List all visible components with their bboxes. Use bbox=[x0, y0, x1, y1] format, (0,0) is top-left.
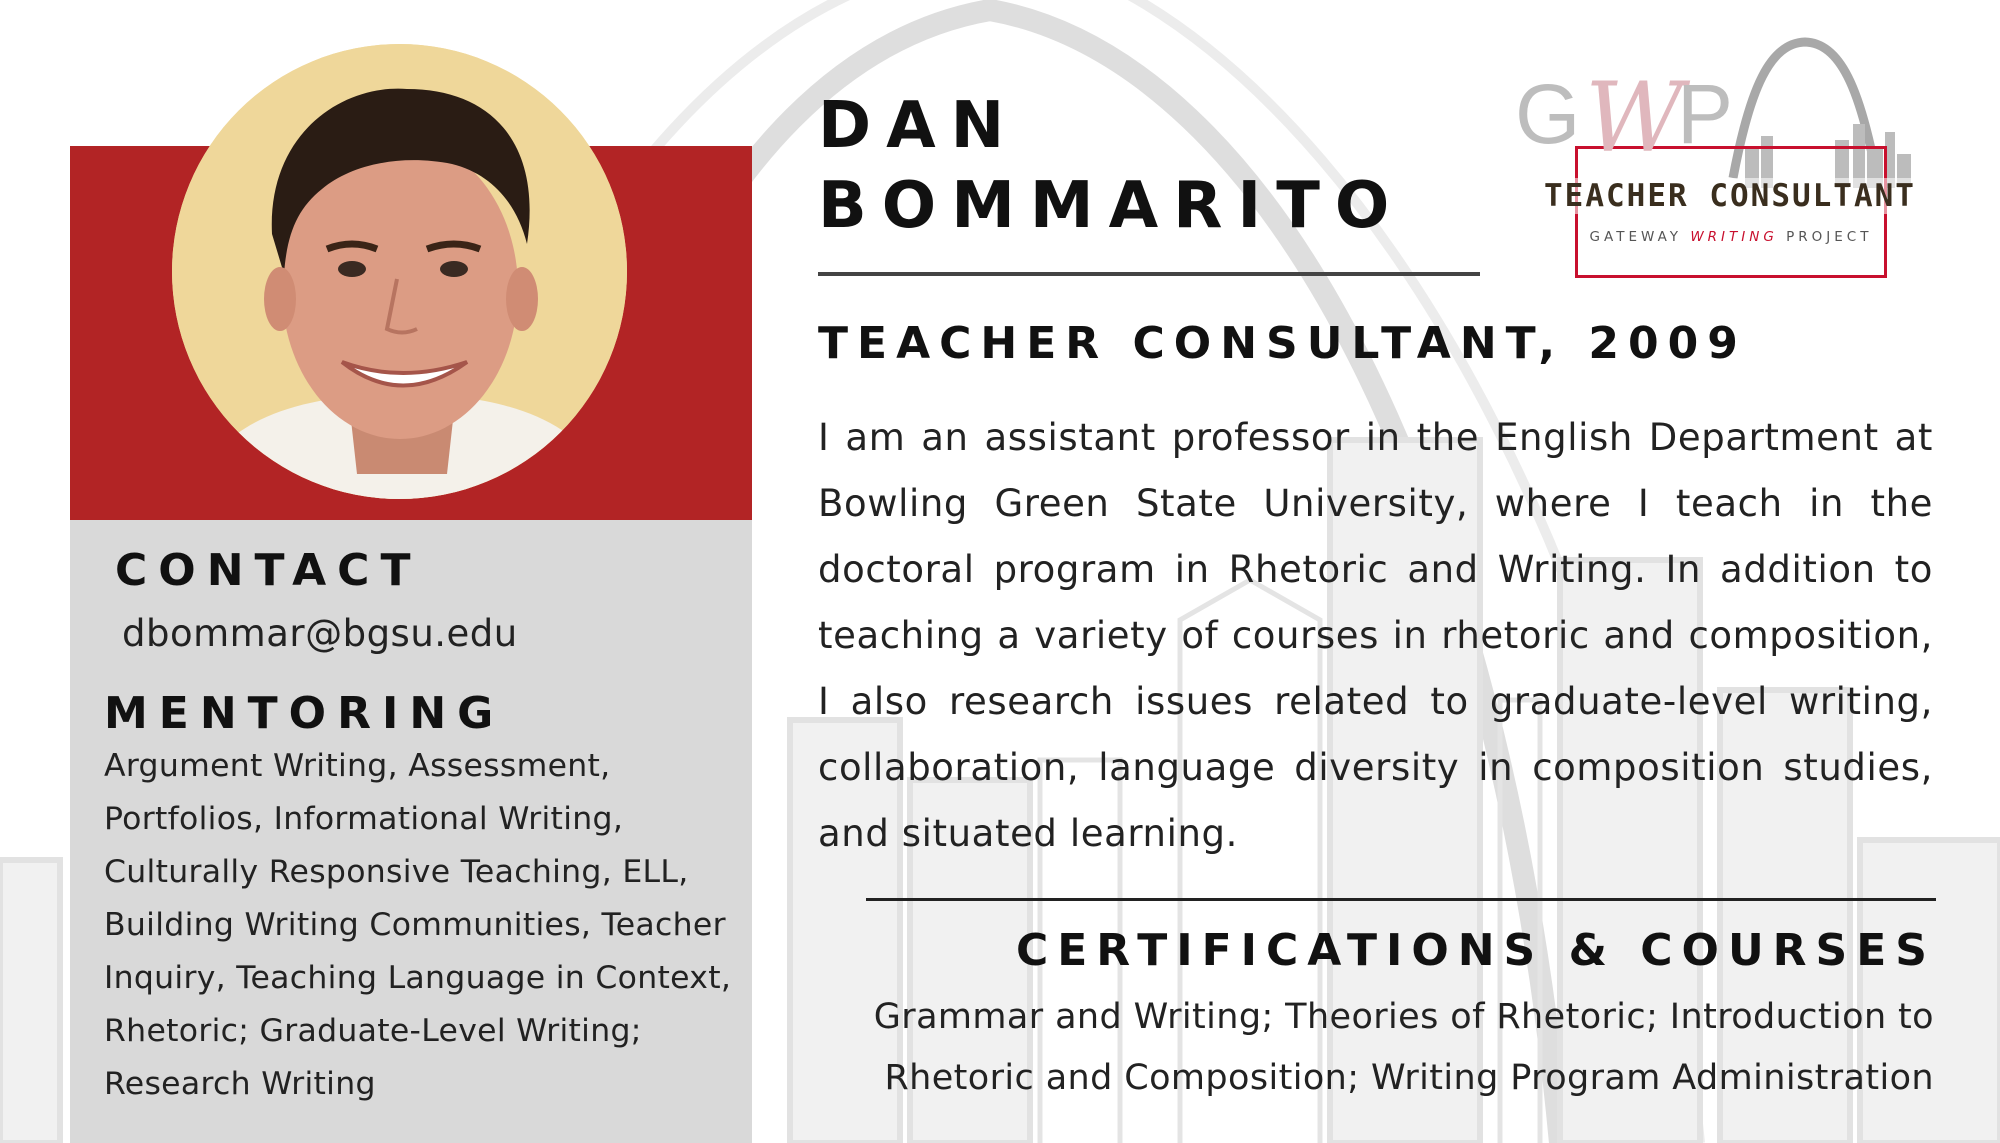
mentoring-heading: MENTORING bbox=[104, 688, 505, 739]
role-title: TEACHER CONSULTANT, 2009 bbox=[818, 318, 1747, 369]
person-name bbox=[818, 86, 1404, 246]
certifications-divider bbox=[866, 898, 1936, 901]
contact-email[interactable]: dbommar@bgsu.edu bbox=[122, 612, 518, 655]
name-last: BOMMARITO bbox=[818, 169, 1405, 243]
logo-badge-text: TEACHER CONSULTANT bbox=[1525, 178, 1935, 214]
contact-heading: CONTACT bbox=[115, 545, 422, 596]
certifications-heading: CERTIFICATIONS & COURSES bbox=[1015, 925, 1936, 976]
gateway-writing-project-logo bbox=[1505, 28, 1935, 290]
mentoring-topics: Argument Writing, Assessment, Portfolios, Informational Writing, Culturally Responsive Teaching, ELL, Building Writing Communities, Teacher Inquiry, Teaching Language in Context, Rhetoric; Graduate-Level Writing; Research Writing bbox=[104, 748, 732, 1102]
logo-letter-g: G bbox=[1515, 67, 1581, 161]
bio-paragraph: I am an assistant professor in the English Department at Bowling Green State University, where I teach in the doctoral program in Rhetoric and Writing. In addition to teaching a variety of courses in rhetoric and composition, I also research issues related to graduate-level writing, collaboration, language diversity in composition studies, and situated learning. bbox=[818, 416, 1933, 855]
logo-org-part1: GATEWAY bbox=[1589, 229, 1683, 245]
certifications-list: Grammar and Writing; Theories of Rhetoric; Introduction to Rhetoric and Composition; Writing Program Administration bbox=[873, 997, 1934, 1098]
name-divider bbox=[818, 272, 1480, 276]
logo-letter-w: W bbox=[1585, 62, 1684, 174]
logo-letter-p: P bbox=[1677, 67, 1734, 161]
logo-org-part2: WRITING bbox=[1690, 229, 1778, 245]
profile-photo bbox=[172, 44, 627, 499]
logo-org-name bbox=[1571, 229, 1891, 245]
logo-org-part3: PROJECT bbox=[1786, 229, 1873, 245]
name-first: DAN bbox=[818, 89, 1020, 163]
